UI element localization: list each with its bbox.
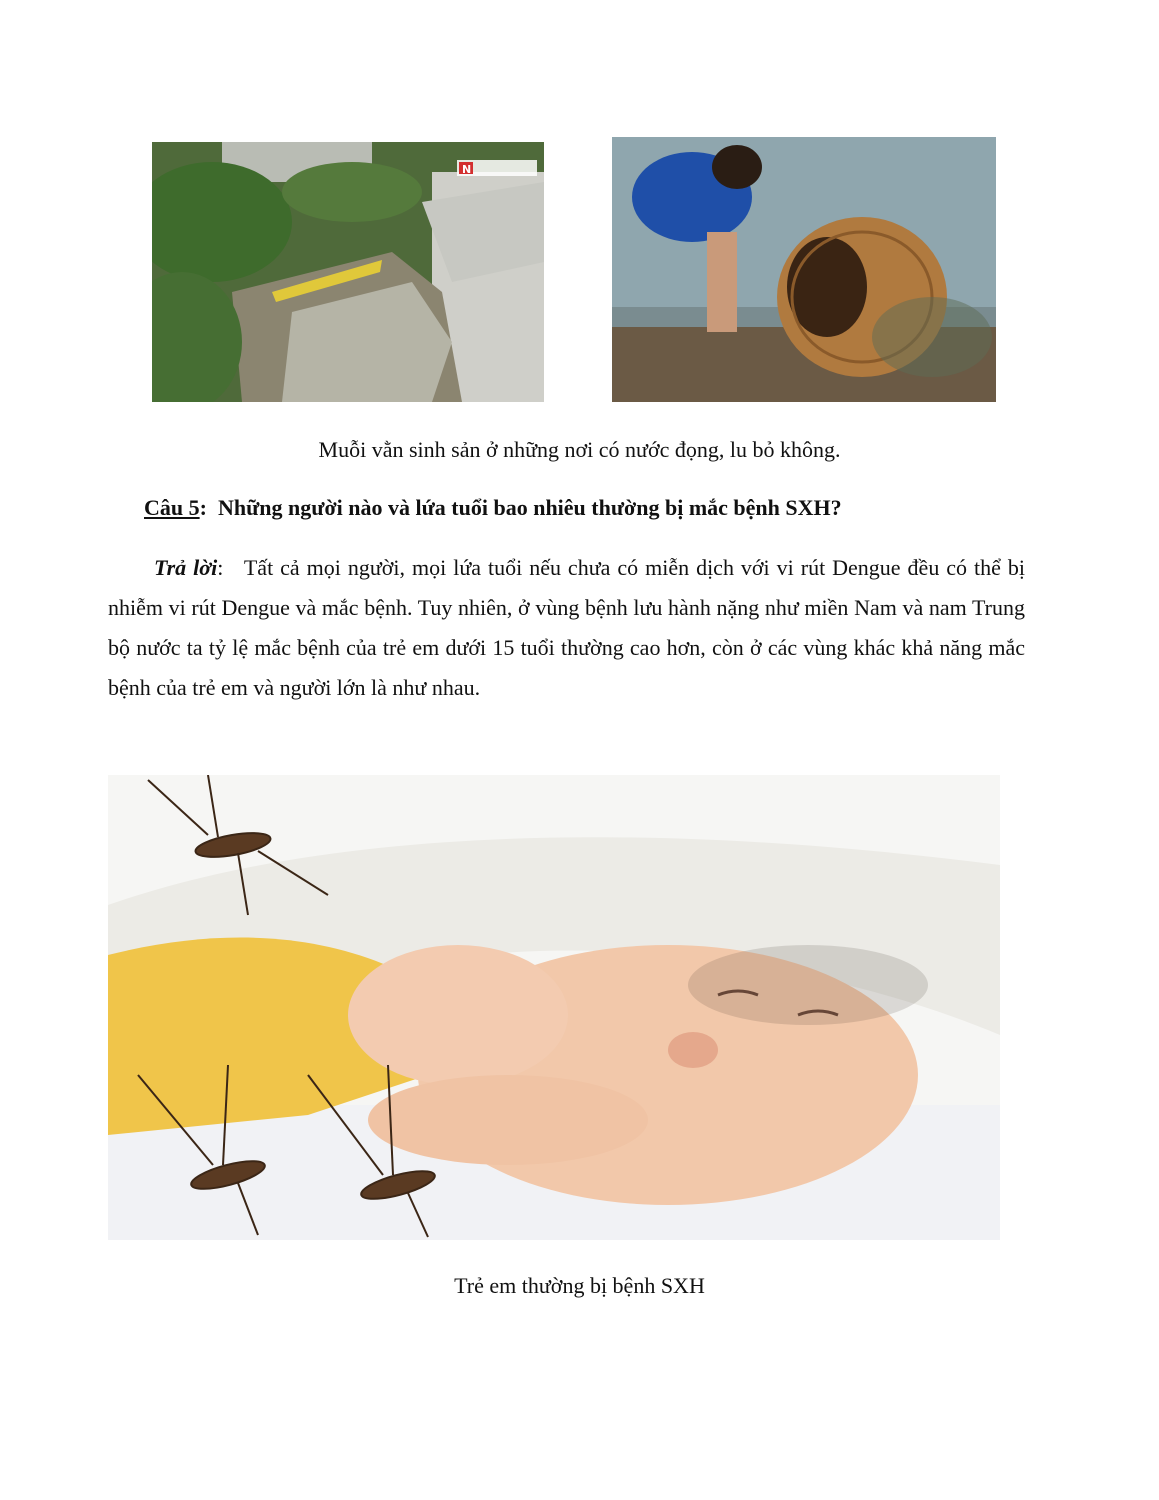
water-jar-photo bbox=[612, 137, 996, 402]
answer-label: Trả lời bbox=[154, 555, 218, 580]
answer-text: Tất cả mọi người, mọi lứa tuổi nếu chưa có miễn dịch với vi rút Dengue đều có thể bị nhiễm vi rút Dengue và mắc bệnh. Tuy nhiên, ở vùng bệnh lưu hành nặng như miền Nam và nam Trung bộ nước ta tỷ lệ mắc bệnh của trẻ em dưới 15 tuổi thường cao hơn, còn ở các vùng khác khả năng mắc bệnh của trẻ em và người lớn là như nhau. bbox=[108, 555, 1026, 700]
breeding-sites-caption: Muỗi vằn sinh sản ở những nơi có nước đọng, lu bỏ không. bbox=[318, 437, 841, 462]
sleeping-baby-photo bbox=[108, 775, 1000, 1240]
stagnant-water-photo bbox=[152, 142, 544, 402]
answer-paragraph: Trả lời: Tất cả mọi người, mọi lứa tuổi nếu chưa có miễn dịch với vi rút Dengue đều có thể bị nhiễm vi rút Dengue và mắc bệnh. Tuy nhiên, ở vùng bệnh lưu hành nặng như miền Nam và nam Trung bộ nước ta tỷ lệ mắc bệnh của trẻ em dưới 15 tuổi thường cao hơn, còn ở các vùng khác khả năng mắc bệnh của trẻ em và người lớn là như nhau. bbox=[108, 555, 1026, 700]
watermark-letter: N bbox=[462, 163, 472, 176]
question-label: Câu 5 bbox=[144, 495, 200, 520]
question-text: Những người nào và lứa tuổi bao nhiêu thường bị mắc bệnh SXH? bbox=[217, 495, 842, 520]
question-5: Câu 5: Những người nào và lứa tuổi bao nhiêu thường bị mắc bệnh SXH? bbox=[144, 495, 842, 520]
children-caption: Trẻ em thường bị bệnh SXH bbox=[454, 1273, 705, 1298]
